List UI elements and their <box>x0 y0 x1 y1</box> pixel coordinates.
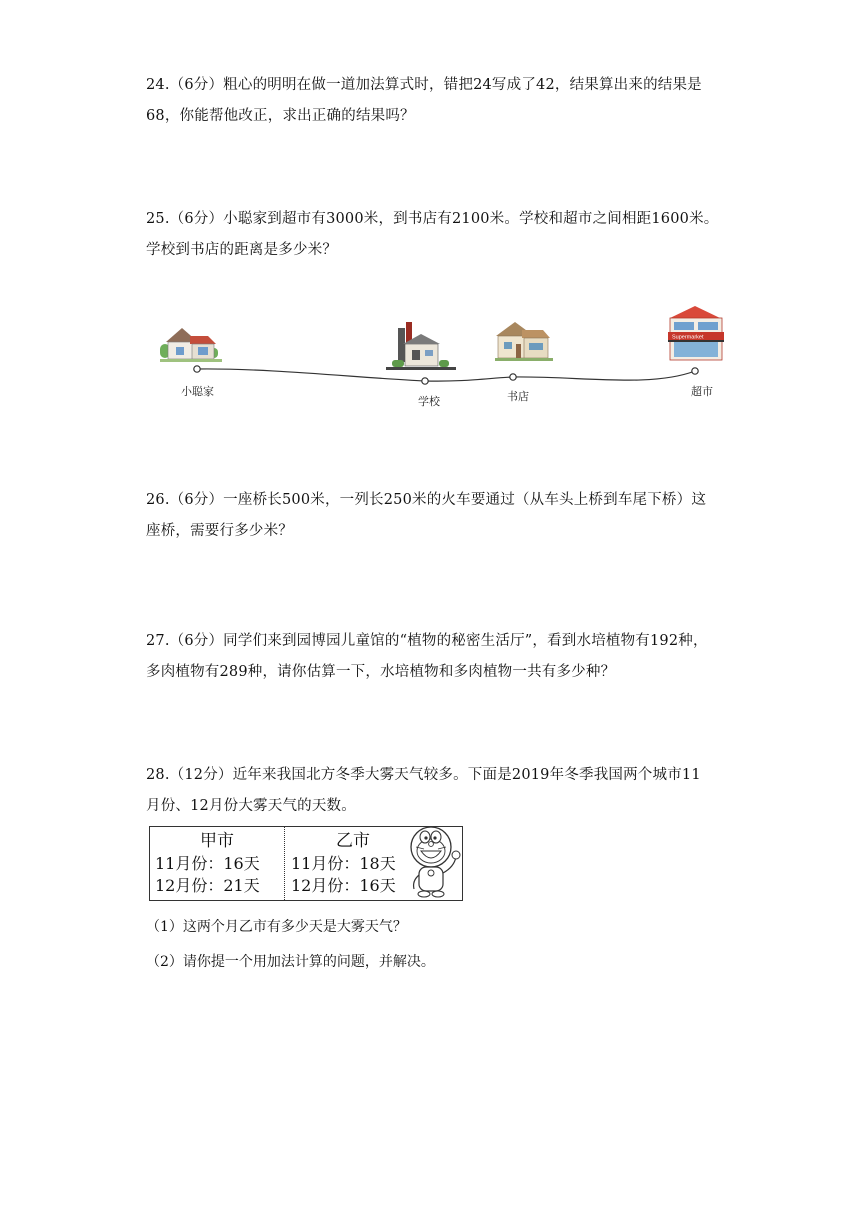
table-divider <box>284 827 285 900</box>
label-school: 学校 <box>418 395 440 408</box>
supermarket-dot <box>692 368 698 374</box>
question-26-line-2: 座桥，需要行多少米？ <box>146 523 293 539</box>
question-26-line-1: 26.（6分）一座桥长500米，一列长250米的火车要通过（从车头上桥到车尾下桥）这 <box>146 492 707 508</box>
cartoon-cat-icon <box>404 823 464 903</box>
question-25-line-1: 25.（6分）小聪家到超市有3000米，到书店有2100米。学校和超市之间相距1600米。 <box>146 211 719 227</box>
question-27 <box>146 626 726 688</box>
question-27-line-1: 27.（6分）同学们来到园博园儿童馆的“植物的秘密生活厅”，看到水培植物有192种， <box>146 633 708 649</box>
home-dot <box>194 366 200 372</box>
city-a-december: 12月份：21天 <box>155 876 260 895</box>
house-icon <box>160 328 222 362</box>
supermarket-sign-text: Supermarket <box>672 334 704 341</box>
question-28-sub-1: （1）这两个月乙市有多少天是大雾天气？ <box>146 919 407 935</box>
bookstore-icon <box>495 322 553 361</box>
question-24-line-1: 24.（6分）粗心的明明在做一道加法算式时，错把24写成了42，结果算出来的结果是 <box>146 77 702 93</box>
city-b-december: 12月份：16天 <box>291 876 396 895</box>
label-supermarket: 超市 <box>691 385 713 398</box>
city-b-column <box>286 827 420 900</box>
city-b-november: 11月份：18天 <box>291 854 396 873</box>
city-a-november: 11月份：16天 <box>155 854 260 873</box>
bookstore-dot <box>510 374 516 380</box>
question-28-sub-2: （2）请你提一个用加法计算的问题，并解决。 <box>146 954 435 970</box>
label-home: 小聪家 <box>181 385 214 398</box>
question-24 <box>146 70 726 132</box>
city-a-column <box>150 827 284 900</box>
route-map <box>150 300 740 420</box>
city-a-name: 甲市 <box>200 831 234 851</box>
question-25-line-2: 学校到书店的距离是多少米？ <box>146 242 338 258</box>
school-icon <box>386 322 456 370</box>
question-24-line-2: 68，你能帮他改正，求出正确的结果吗？ <box>146 108 415 124</box>
question-26 <box>146 485 726 547</box>
question-28 <box>146 760 726 822</box>
question-28-line-2: 月份、12月份大雾天气的天数。 <box>146 798 356 814</box>
supermarket-icon <box>668 306 724 360</box>
city-b-name: 乙市 <box>336 831 370 851</box>
route-path <box>197 369 695 381</box>
fog-days-table <box>149 826 463 901</box>
school-dot <box>422 378 428 384</box>
label-bookstore: 书店 <box>507 390 529 403</box>
question-25 <box>146 204 726 266</box>
question-28-line-1: 28.（12分）近年来我国北方冬季大雾天气较多。下面是2019年冬季我国两个城市11 <box>146 767 701 783</box>
question-27-line-2: 多肉植物有289种，请你估算一下，水培植物和多肉植物一共有多少种？ <box>146 664 616 680</box>
